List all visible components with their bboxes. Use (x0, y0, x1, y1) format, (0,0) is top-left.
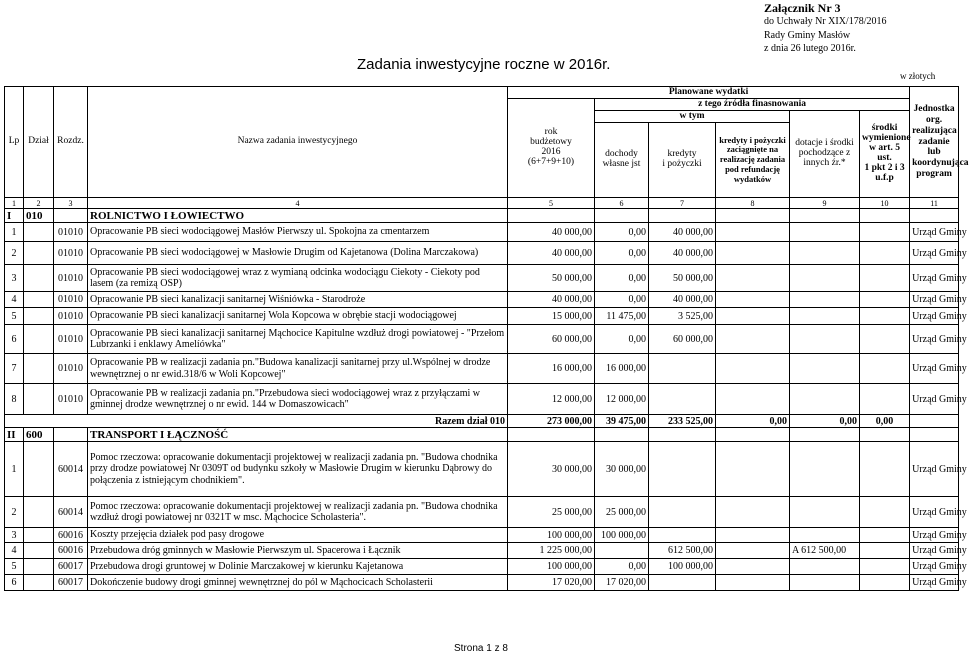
row-srodki (860, 325, 910, 354)
row-kredyty (649, 354, 716, 384)
row-zaciag (716, 308, 790, 325)
row-srodki (860, 442, 910, 497)
row-kredyty: 100 000,00 (649, 559, 716, 575)
column-number: 11 (910, 198, 959, 209)
row-dzial (24, 559, 54, 575)
row-srodki (860, 223, 910, 242)
section-code: II (5, 428, 24, 442)
row-kredyty (649, 497, 716, 528)
row-rok: 25 000,00 (508, 497, 595, 528)
row-kredyty (649, 384, 716, 415)
row-lp: 1 (5, 442, 24, 497)
row-rok: 40 000,00 (508, 223, 595, 242)
total-zaciag: 0,00 (716, 415, 790, 428)
row-kredyty (649, 528, 716, 543)
row-kredyty (649, 575, 716, 591)
row-zaciag (716, 354, 790, 384)
row-dzial (24, 442, 54, 497)
row-rok: 1 225 000,00 (508, 543, 595, 559)
header-jednostka: Jednostka org. realizująca zadanie lub koordynująca program (910, 87, 959, 198)
row-jednostka: Urząd Gminy (910, 442, 959, 497)
header-planowane: Planowane wydatki (508, 87, 910, 99)
row-rozdz: 01010 (54, 308, 88, 325)
column-number: 9 (790, 198, 860, 209)
row-srodki (860, 559, 910, 575)
section-1-rows (5, 223, 967, 415)
row-lp: 4 (5, 292, 24, 308)
total-dochody: 39 475,00 (595, 415, 649, 428)
row-name: Przebudowa dróg gminnych w Masłowie Pierwszym ul. Spacerowa i Łącznik (88, 543, 508, 559)
section-name: TRANSPORT I ŁĄCZNOŚĆ (88, 428, 508, 442)
row-dotacje: A 612 500,00 (790, 543, 860, 559)
row-name: Opracowanie PB sieci kanalizacji sanitarnej Mąchocice Kapitulne wzdłuż drogi powiatowej - "Przełom Lubrzanki i enklawy Amelíówka" (88, 325, 508, 354)
row-dzial (24, 242, 54, 265)
row-dochody: 0,00 (595, 265, 649, 292)
row-dzial (24, 325, 54, 354)
row-srodki (860, 308, 910, 325)
column-number: 10 (860, 198, 910, 209)
row-lp: 5 (5, 308, 24, 325)
row-rozdz: 60016 (54, 543, 88, 559)
row-dochody: 0,00 (595, 325, 649, 354)
total-dotacje: 0,00 (790, 415, 860, 428)
attachment-line: do Uchwały Nr XIX/178/2016 (764, 16, 887, 27)
section-row (5, 428, 959, 442)
row-rozdz: 60014 (54, 442, 88, 497)
header-z-tego: z tego źródła finasnowania (595, 99, 910, 111)
row-srodki (860, 543, 910, 559)
row-jednostka: Urząd Gminy (910, 308, 959, 325)
row-jednostka: Urząd Gminy (910, 354, 959, 384)
row-srodki (860, 528, 910, 543)
column-number: 7 (649, 198, 716, 209)
header-w-tym: w tym (595, 111, 790, 123)
table-row (5, 543, 959, 559)
row-jednostka: Urząd Gminy (910, 265, 959, 292)
row-kredyty: 40 000,00 (649, 292, 716, 308)
row-rok: 100 000,00 (508, 528, 595, 543)
row-dzial (24, 354, 54, 384)
section-code: I (5, 209, 24, 223)
row-dotacje (790, 559, 860, 575)
row-rozdz: 01010 (54, 223, 88, 242)
row-jednostka: Urząd Gminy (910, 292, 959, 308)
row-srodki (860, 265, 910, 292)
header-kredyty-zaciagniete: kredyty i pożyczki zaciągnięte na realizację zadania pod refundację wydatków (716, 123, 790, 198)
row-dotacje (790, 242, 860, 265)
row-jednostka: Urząd Gminy (910, 543, 959, 559)
row-zaciag (716, 528, 790, 543)
document-title: Zadania inwestycyjne roczne w 2016r. (357, 56, 611, 73)
row-dochody: 16 000,00 (595, 354, 649, 384)
table-row (5, 223, 959, 242)
header-lp: Lp (5, 87, 24, 198)
row-zaciag (716, 223, 790, 242)
row-lp: 4 (5, 543, 24, 559)
header-dotacje: dotacje i środki pochodzące z innych źr.* (790, 111, 860, 198)
row-zaciag (716, 325, 790, 354)
row-dotacje (790, 497, 860, 528)
row-dotacje (790, 292, 860, 308)
row-zaciag (716, 265, 790, 292)
row-dochody: 0,00 (595, 242, 649, 265)
row-name: Przebudowa drogi gruntowej w Dolinie Marczakowej w kierunku Kajetanowa (88, 559, 508, 575)
row-name: Opracowanie PB sieci kanalizacji sanitarnej Wiśniówka - Starodroże (88, 292, 508, 308)
row-lp: 7 (5, 354, 24, 384)
section-name: ROLNICTWO I ŁOWIECTWO (88, 209, 508, 223)
row-rozdz: 01010 (54, 384, 88, 415)
row-rozdz: 60017 (54, 575, 88, 591)
row-zaciag (716, 384, 790, 415)
total-label: Razem dział 010 (5, 415, 508, 428)
row-lp: 6 (5, 575, 24, 591)
row-zaciag (716, 559, 790, 575)
column-number: 5 (508, 198, 595, 209)
table-row (5, 242, 959, 265)
row-dochody: 0,00 (595, 223, 649, 242)
row-kredyty: 60 000,00 (649, 325, 716, 354)
row-kredyty: 40 000,00 (649, 242, 716, 265)
row-dochody: 11 475,00 (595, 308, 649, 325)
page-footer: Strona 1 z 8 (454, 643, 508, 654)
row-dzial (24, 384, 54, 415)
row-dochody: 25 000,00 (595, 497, 649, 528)
row-dochody: 0,00 (595, 292, 649, 308)
column-number: 4 (88, 198, 508, 209)
row-dotacje (790, 384, 860, 415)
investment-table (4, 86, 969, 591)
row-dochody: 30 000,00 (595, 442, 649, 497)
table-row (5, 292, 959, 308)
attachment-line: Rady Gminy Masłów (764, 30, 851, 41)
row-kredyty: 3 525,00 (649, 308, 716, 325)
row-zaciag (716, 497, 790, 528)
row-kredyty: 40 000,00 (649, 223, 716, 242)
row-kredyty: 50 000,00 (649, 265, 716, 292)
row-zaciag (716, 442, 790, 497)
row-name: Opracowanie PB sieci wodociągowej w Masłowie Drugim od Kajetanowa (Dolina Marczakowa) (88, 242, 508, 265)
row-dotacje (790, 575, 860, 591)
column-number: 6 (595, 198, 649, 209)
table-row (5, 575, 959, 591)
header-dochody: dochody własne jst (595, 123, 649, 198)
total-rok: 273 000,00 (508, 415, 595, 428)
table-row (5, 497, 959, 528)
header-nazwa: Nazwa zadania inwestycyjnego (88, 87, 508, 198)
row-dzial (24, 265, 54, 292)
row-zaciag (716, 292, 790, 308)
unit-note: w złotych (900, 71, 936, 81)
row-dotacje (790, 223, 860, 242)
row-srodki (860, 242, 910, 265)
row-name: Pomoc rzeczowa: opracowanie dokumentacji projektowej w realizacji zadania pn. "Budowa chodnika przy drodze powiatowej Nr 0309T od budynku szkoły w Masłowie Drugim w kierunku Dąbrowy do połączenia z istniejącym chodnikiem". (88, 442, 508, 497)
header-row-1 (5, 87, 959, 99)
row-dotacje (790, 528, 860, 543)
total-row (5, 415, 959, 428)
row-rozdz: 01010 (54, 354, 88, 384)
row-dochody: 100 000,00 (595, 528, 649, 543)
section-row (5, 209, 959, 223)
header-dzial: Dział (24, 87, 54, 198)
row-rok: 100 000,00 (508, 559, 595, 575)
row-dzial (24, 497, 54, 528)
row-name: Pomoc rzeczowa: opracowanie dokumentacji projektowej w realizacji zadania pn. "Budowa chodnika wzdłuż drogi powiatowej nr 0321T w msc. Mąchocice Scholasteria". (88, 497, 508, 528)
table-row (5, 308, 959, 325)
row-rozdz: 60017 (54, 559, 88, 575)
column-numbers-row (5, 198, 959, 209)
row-jednostka: Urząd Gminy (910, 559, 959, 575)
row-rok: 12 000,00 (508, 384, 595, 415)
header-kredyty: kredyty i pożyczki (649, 123, 716, 198)
column-number: 8 (716, 198, 790, 209)
row-dzial (24, 292, 54, 308)
row-name: Opracowanie PB w realizacji zadania pn."Budowa kanalizacji sanitarnej przy ul.Wspólnej w drodze wewnętrznej o nr ewid.318/6 w Woli Kopcowej" (88, 354, 508, 384)
row-jednostka: Urząd Gminy (910, 242, 959, 265)
row-dzial (24, 223, 54, 242)
row-srodki (860, 575, 910, 591)
row-rozdz: 01010 (54, 265, 88, 292)
header-rozdz: Rozdz. (54, 87, 88, 198)
total-srodki: 0,00 (860, 415, 910, 428)
row-dzial (24, 308, 54, 325)
row-zaciag (716, 543, 790, 559)
row-rok: 40 000,00 (508, 292, 595, 308)
row-srodki (860, 354, 910, 384)
row-lp: 6 (5, 325, 24, 354)
row-dochody: 12 000,00 (595, 384, 649, 415)
header-srodki: środki wymienione w art. 5 ust. 1 pkt 2 i 3 u.f.p (860, 111, 910, 198)
row-name: Dokończenie budowy drogi gminnej wewnętrznej do pól w Mąchocicach Scholasterii (88, 575, 508, 591)
section-2-rows (5, 442, 967, 591)
row-jednostka: Urząd Gminy (910, 575, 959, 591)
row-dotacje (790, 308, 860, 325)
row-dotacje (790, 265, 860, 292)
row-rozdz: 01010 (54, 292, 88, 308)
row-srodki (860, 497, 910, 528)
row-dotacje (790, 354, 860, 384)
row-jednostka: Urząd Gminy (910, 497, 959, 528)
row-lp: 3 (5, 528, 24, 543)
column-number: 1 (5, 198, 24, 209)
row-name: Opracowanie PB sieci wodociągowej Masłów Pierwszy ul. Spokojna za cmentarzem (88, 223, 508, 242)
row-dochody: 17 020,00 (595, 575, 649, 591)
table-row (5, 384, 959, 415)
row-rok: 60 000,00 (508, 325, 595, 354)
row-jednostka: Urząd Gminy (910, 384, 959, 415)
row-rozdz: 60016 (54, 528, 88, 543)
row-rok: 16 000,00 (508, 354, 595, 384)
table-row (5, 442, 959, 497)
row-srodki (860, 292, 910, 308)
row-zaciag (716, 575, 790, 591)
row-dotacje (790, 325, 860, 354)
row-lp: 5 (5, 559, 24, 575)
row-jednostka: Urząd Gminy (910, 528, 959, 543)
row-jednostka: Urząd Gminy (910, 223, 959, 242)
row-kredyty (649, 442, 716, 497)
row-rok: 15 000,00 (508, 308, 595, 325)
row-dotacje (790, 442, 860, 497)
attachment-line: z dnia 26 lutego 2016r. (764, 43, 856, 54)
row-lp: 1 (5, 223, 24, 242)
row-jednostka: Urząd Gminy (910, 325, 959, 354)
row-rozdz: 01010 (54, 325, 88, 354)
row-zaciag (716, 242, 790, 265)
table-row (5, 265, 959, 292)
row-dochody: 0,00 (595, 559, 649, 575)
row-name: Koszty przejęcia działek pod pasy drogowe (88, 528, 508, 543)
table-row (5, 325, 959, 354)
section-dzial: 010 (24, 209, 54, 223)
row-lp: 2 (5, 497, 24, 528)
table-row (5, 354, 959, 384)
column-number: 3 (54, 198, 88, 209)
section-dzial: 600 (24, 428, 54, 442)
row-lp: 3 (5, 265, 24, 292)
row-name: Opracowanie PB w realizacji zadania pn."Przebudowa sieci wodociągowej wraz z przyłączami w gminnej drodze wewnętrznej o nr ewid. 144 w Domaszowicach" (88, 384, 508, 415)
column-number: 2 (24, 198, 54, 209)
row-dzial (24, 528, 54, 543)
row-rok: 30 000,00 (508, 442, 595, 497)
row-dzial (24, 575, 54, 591)
row-kredyty: 612 500,00 (649, 543, 716, 559)
header-rok: rok budżetowy 2016 (6+7+9+10) (508, 99, 595, 198)
row-srodki (860, 384, 910, 415)
total-kredyty: 233 525,00 (649, 415, 716, 428)
table-row (5, 559, 959, 575)
row-rok: 50 000,00 (508, 265, 595, 292)
row-name: Opracowanie PB sieci kanalizacji sanitarnej Wola Kopcowa w obrębie stacji wodociągowej (88, 308, 508, 325)
row-dzial (24, 543, 54, 559)
row-rok: 40 000,00 (508, 242, 595, 265)
row-rozdz: 60014 (54, 497, 88, 528)
row-rok: 17 020,00 (508, 575, 595, 591)
table-row (5, 528, 959, 543)
row-lp: 8 (5, 384, 24, 415)
row-lp: 2 (5, 242, 24, 265)
row-name: Opracowanie PB sieci wodociągowej wraz z wymianą odcinka wodociągu Ciekoty - Ciekoty pod lasem (za remizą OSP) (88, 265, 508, 292)
attachment-title: Załącznik Nr 3 (764, 1, 841, 15)
row-dochody (595, 543, 649, 559)
row-rozdz: 01010 (54, 242, 88, 265)
